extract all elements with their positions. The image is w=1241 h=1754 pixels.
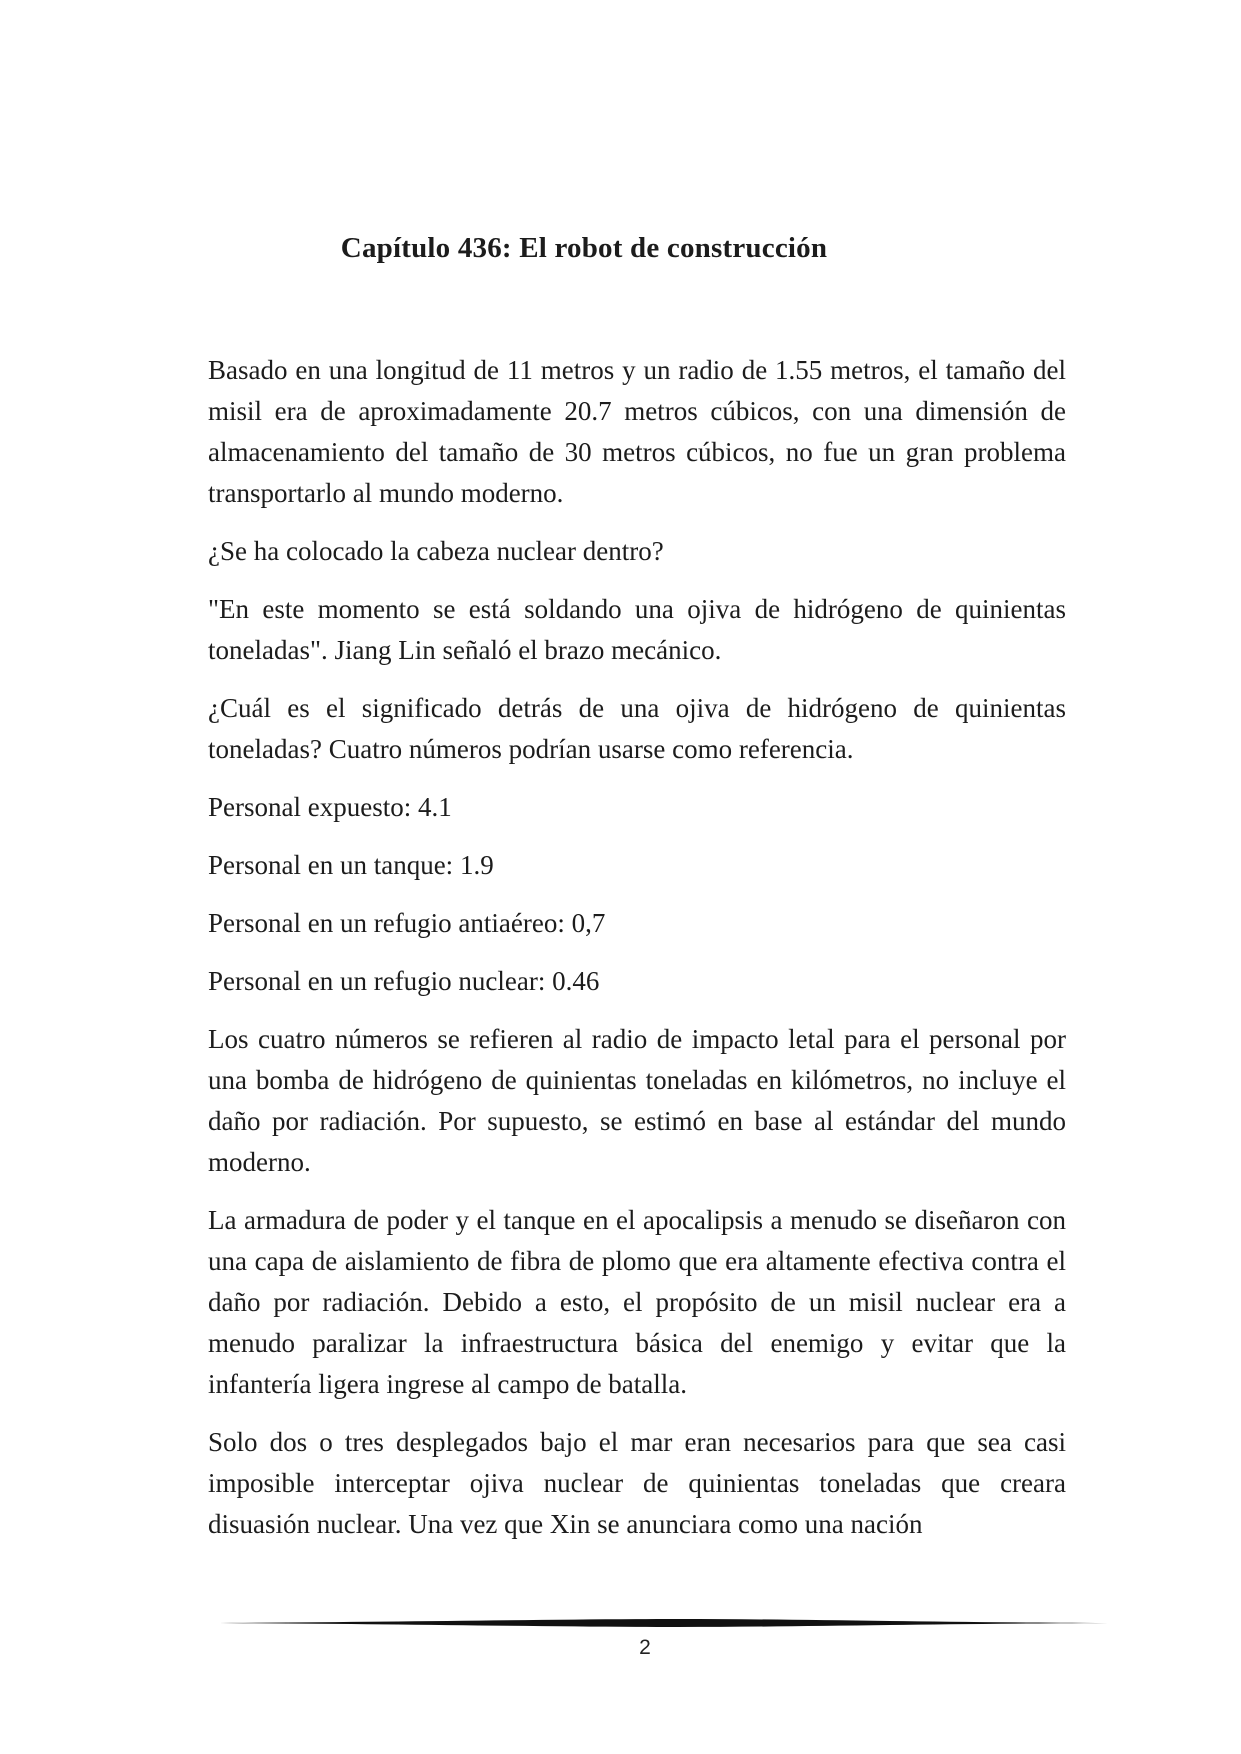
paragraph: La armadura de poder y el tanque en el apocalipsis a menudo se diseñaron con una capa de aislamiento de fibra de plomo que era altamente efectiva contra el daño por radiación. Debido a esto, el propósito de un misil nuclear era a menudo paralizar la infraestructura básica del enemigo y evitar que la infantería ligera ingrese al campo de batalla. (208, 1205, 1066, 1399)
footer-divider-stroke (208, 1619, 1108, 1627)
paragraph: Basado en una longitud de 11 metros y un radio de 1.55 metros, el tamaño del misil era de aproximadamente 20.7 metros cúbicos, con una dimensión de almacenamiento del tamaño de 30 metros cúbicos, no fue un gran problema transportarlo al mundo moderno. (208, 355, 1066, 508)
paragraph: ¿Se ha colocado la cabeza nuclear dentro? (208, 536, 664, 566)
body-text (208, 350, 1066, 1562)
chapter-title: Capítulo 436: El robot de construcción (340, 232, 828, 264)
paragraph: Personal en un refugio nuclear: 0.46 (208, 966, 600, 996)
footer-divider (208, 1618, 1108, 1628)
paragraph: Solo dos o tres desplegados bajo el mar eran necesarios para que sea casi imposible interceptar ojiva nuclear de quinientas toneladas que creara disuasión nuclear. Una vez que Xin se anunciara como una nación (208, 1427, 1066, 1539)
paragraph: Personal en un tanque: 1.9 (208, 850, 494, 880)
paragraph: Los cuatro números se refieren al radio de impacto letal para el personal por una bomba de hidrógeno de quinientas toneladas en kilómetros, no incluye el daño por radiación. Por supuesto, se estimó en base al estándar del mundo moderno. (208, 1024, 1066, 1177)
paragraph: Personal expuesto: 4.1 (208, 792, 452, 822)
paragraph: ¿Cuál es el significado detrás de una ojiva de hidrógeno de quinientas toneladas? Cuatro números podrían usarse como referencia. (208, 693, 1066, 764)
paragraph: Personal en un refugio antiaéreo: 0,7 (208, 908, 606, 938)
paragraph: "En este momento se está soldando una ojiva de hidrógeno de quinientas toneladas". Jiang Lin señaló el brazo mecánico. (208, 594, 1066, 665)
page-number: 2 (639, 1636, 651, 1659)
